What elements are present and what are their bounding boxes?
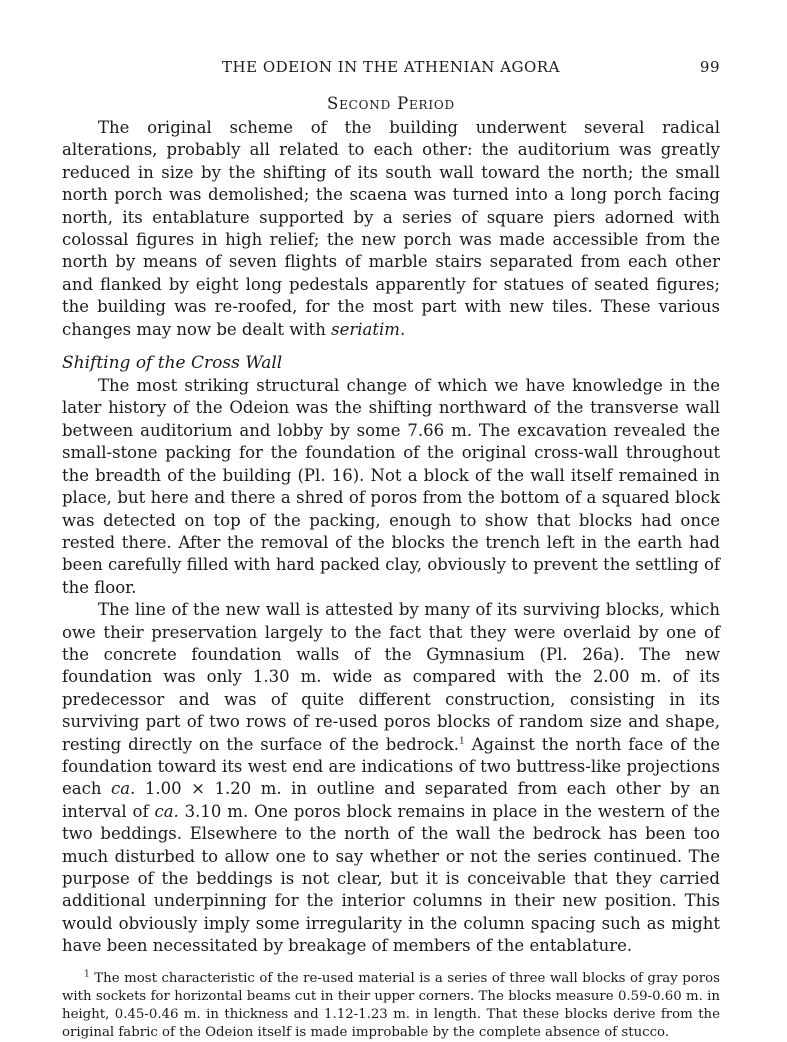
- paragraph-3-part2: Against the north face of the foundation toward its west end are indications of two buttress-like projections each: [62, 734, 720, 799]
- paragraph-3: [62, 599, 720, 958]
- paragraph-1-italic: seriatim.: [331, 319, 406, 339]
- ca-abbrev-2: ca.: [154, 801, 179, 821]
- footnote: [62, 970, 720, 1042]
- page: [62, 54, 720, 1042]
- paragraph-2: The most striking structural change of which we have knowledge in the later history of the Odeion was the shifting northward of the transverse wall between auditorium and lobby by some 7.66 m. The excavation revealed the small-stone packing for the foundation of the original cross-wall throughout the breadth of the building (Pl. 16). Not a block of the wall itself remained in place, but here and there a shred of poros from the bottom of a squared block was detected on top of the packing, enough to show that blocks had once rested there. After the removal of the blocks the trench left in the earth had been carefully filled with hard packed clay, obviously to prevent the settling of the floor.: [62, 376, 720, 597]
- footnote-reference[interactable]: 1: [459, 736, 465, 747]
- paragraph-3-part3: 1.00 × 1.20 m. in outline and separated from each other by an interval of: [62, 779, 720, 821]
- footnote-text: The most characteristic of the re-used material is a series of three wall blocks of gray poros with sockets for horizontal beams cut in their upper corners. The blocks measure 0.59-0.60 m. in height, 0.45-0.46 m. in thickness and 1.12-1.23 m. in length. That these blocks derive from the original fabric of the Odeion itself is made improbable by the complete absence of stucco.: [62, 970, 720, 1040]
- ca-abbrev-1: ca.: [111, 779, 136, 799]
- footnote-marker: 1: [84, 969, 90, 980]
- running-head: [62, 54, 720, 80]
- subheading: Shifting of the Cross Wall: [62, 353, 283, 374]
- paragraph-1: [62, 117, 720, 341]
- paragraph-1-text: The original scheme of the building underwent several radical alterations, probably all related to each other: the auditorium was greatly reduced in size by the shifting of its south wall toward the north; the small north porch was demolished; the scaena was turned into a long porch facing north, its entablature supported by a series of square piers adorned with colossal figures in high relief; the new porch was made accessible from the north by means of seven flights of marble stairs separated from each other and flanked by eight long pedestals apparently for statues of seated figures; the building was re-roofed, for the most part with new tiles. These various changes may now be dealt with: [62, 118, 720, 339]
- page-number: 99: [699, 58, 720, 76]
- paragraph-3-part1: The line of the new wall is attested by many of its surviving blocks, which owe their preservation largely to the fact that they were overlaid by one of the concrete foundation walls of the Gymnasium (Pl. 26a). The new foundation was only 1.30 m. wide as compared with the 2.00 m. of its predecessor and was of quite different construction, consisting in its surviving part of two rows of re-used poros blocks of random size and shape, resting directly on the surface of the bedrock.: [62, 600, 720, 754]
- section-heading: Second Period: [327, 94, 455, 113]
- running-title: THE ODEION IN THE ATHENIAN AGORA: [222, 58, 560, 76]
- paragraph-3-part4: 3.10 m. One poros block remains in place in the western of the two beddings. Elsewhere to the north of the wall the bedrock has been too much disturbed to allow one to say whether or not the series continued. The purpose of the beddings is not clear, but it is conceivable that they carried additional underpinning for the interior columns in their new position. This would obviously imply some irregularity in the column spacing such as might have been necessitated by breakage of members of the entablature.: [62, 801, 721, 956]
